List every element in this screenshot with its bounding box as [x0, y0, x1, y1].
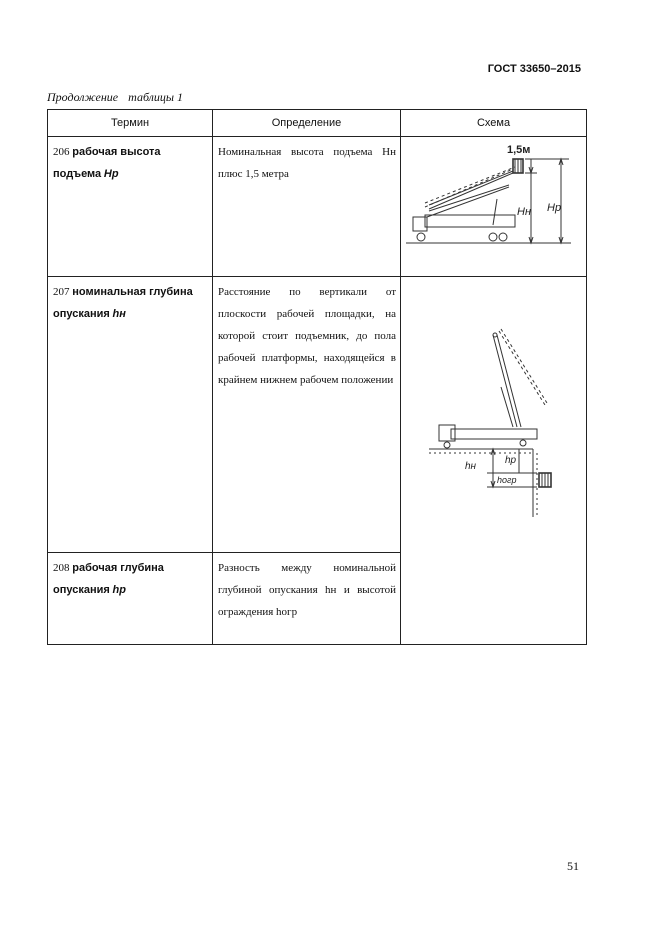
term-number: 206 [53, 146, 70, 158]
definition-cell [213, 553, 401, 645]
table-row [48, 277, 587, 553]
definition-cell [213, 277, 401, 553]
column-header-definition: Определение [213, 110, 401, 137]
continuation-word: Продолжение [47, 90, 119, 104]
label-hp: hр [505, 455, 517, 466]
term-cell [48, 553, 213, 645]
table-row [48, 137, 587, 277]
page-number: 51 [567, 859, 579, 873]
label-1-5m: 1,5м [507, 144, 531, 156]
standard-number: ГОСТ 33650–2015 [487, 63, 581, 75]
label-hogr: hогр [497, 475, 517, 485]
column-header-term: Термин [48, 110, 213, 137]
term-symbol: hн [112, 308, 126, 320]
term-cell [48, 137, 213, 277]
label-hp: Hр [547, 202, 562, 214]
boom-upper [493, 335, 517, 427]
truck-wheel-rear [489, 233, 497, 241]
column-header-scheme: Схема [401, 110, 587, 137]
term-text: номинальная глубина опускания [53, 286, 193, 320]
definition-text: Номинальная высота подъема Hн плюс 1,5 метра [218, 146, 396, 180]
table-header-row [48, 110, 587, 137]
terms-table [47, 109, 587, 645]
truck-wheel [444, 442, 450, 448]
truck-wheel-rear2 [499, 233, 507, 241]
truck-wheel-front [417, 233, 425, 241]
term-symbol: hр [112, 584, 126, 596]
term-number: 208 [53, 562, 70, 574]
term-text: рабочая высота подъема [53, 146, 161, 180]
definition-cell [213, 137, 401, 277]
term-text: рабочая глубина опускания [53, 562, 164, 596]
term-cell [48, 277, 213, 553]
term-symbol: Hр [103, 168, 119, 180]
label-hn: hн [465, 461, 477, 472]
label-hn: Hн [517, 206, 531, 218]
boom-upper [429, 173, 513, 209]
lowering-depth-diagram [401, 277, 585, 637]
definition-text: Разность между номинальной глубиной опускания hн и высотой ограждения hогр [218, 562, 396, 618]
scheme-cell [401, 277, 587, 645]
scheme-cell [401, 137, 587, 277]
truck-body [425, 215, 515, 227]
truck-body [451, 429, 537, 439]
continuation-table: таблицы 1 [128, 90, 184, 104]
table-continuation [47, 90, 183, 105]
term-number: 207 [53, 286, 70, 298]
working-height-diagram [401, 137, 585, 273]
definition-text: Расстояние по вертикали от плоскости рабочей площадки, на которой стоит подъемник, до пола рабочей платформы, находящейся в крайнем нижнем рабочем положении [218, 286, 396, 386]
